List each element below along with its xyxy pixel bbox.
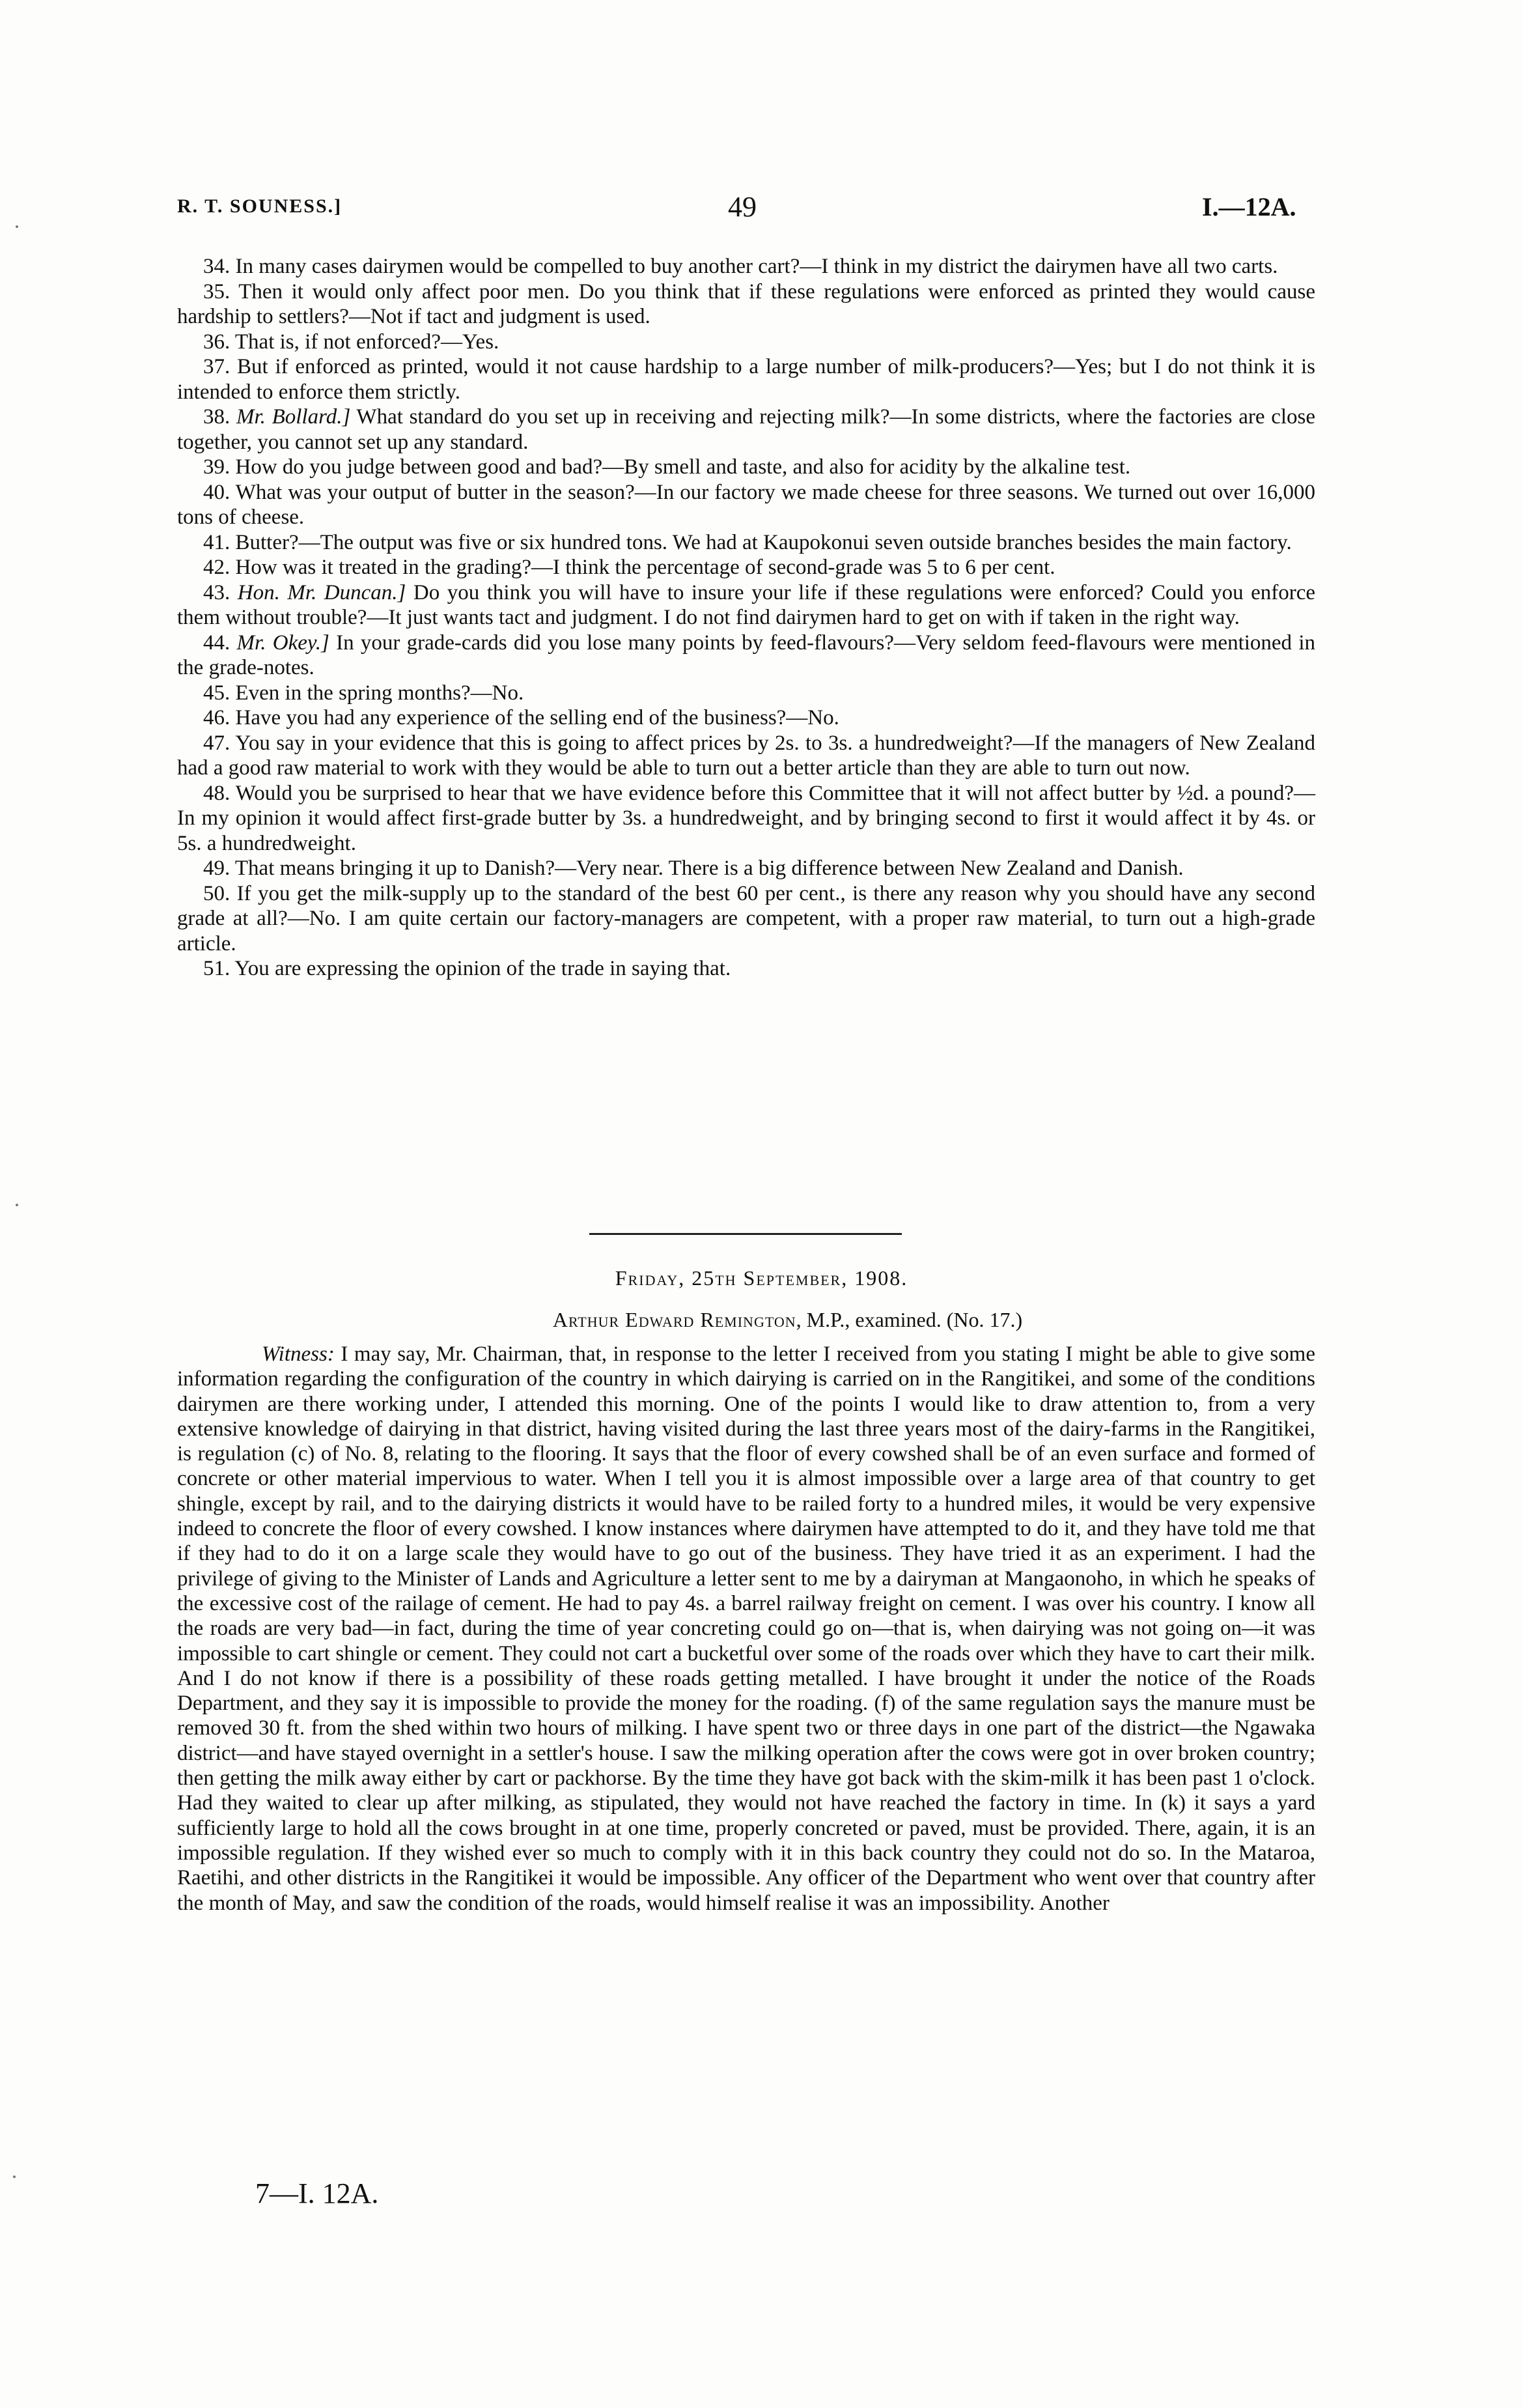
speaker-name: Mr. Bollard.] (236, 405, 351, 429)
testimony-text: I may say, Mr. Chairman, that, in response to the letter I received from you stating I might be able to give some information regarding the configuration of the country in which dairying is carried on in the Rangitikei, and some of the conditions dairymen are there working under, I attended this morning. One of the points I would like to draw attention to, from a very extensive knowledge of dairying in that district, having visited during the last three years most of the dairy-farms in the Rangitikei, is regulation (c) of No. 8, relating to the flooring. It says that the floor of every cowshed shall be of an even surface and formed of concrete or other material impervious to water. When I tell you it is almost impossible over a large area of that country to get shingle, except by rail, and to the dairying districts it would have to be railed forty to a hundred miles, it would be very expensive indeed to concrete the floor of every cowshed. I know instances where dairymen have attempted to do it, and they have told me that if they had to do it on a large scale they would have to go out of the business. They have tried it as an experiment. I had the privilege of giving to the Minister of Lands and Agriculture a letter sent to me by a dairyman at Mangaonoho, in which he speaks of the excessive cost of the railage of cement. He had to pay 4s. a barrel railway freight on cement. I was over his country. I know all the roads are very bad—in fact, during the time of year concreting could go on—that is, when dairying was not going on—it was impossible to cart shingle or cement. They could not cart a bucketful over some of the roads over which they have to cart their milk. And I do not know if there is a possibility of these roads getting metalled. I have brought it under the notice of the Roads Department, and they say it is impossible to provide the money for the roading. (f) of the same regulation says the manure must be removed 30 ft. from the shed within two hours of milking. I have spent two or three days in one part of the district—the Ngawaka district—and have stayed overnight in a settler's house. I saw the milking operation after the cows were got in over broken country; then getting the milk away either by cart or packhorse. By the time they have got back with the skim-milk it has been past 1 o'clock. Had they waited to clear up after milking, as stipulated, they would not have reached the factory in time. In (k) it says a yard sufficiently large to hold all the cows brought in at one time, properly concreted or paved, must be provided. There, again, it is an impossible regulation. If they wished ever so much to comply with it in this back country they could not do so. In the Mataroa, Raetihi, and other districts in the Rangitikei it would be impossible. Any officer of the Department who went over that country after the month of May, and saw the condition of the roads, would himself realise it was an impossibility. Another (177, 1342, 1315, 1915)
scan-speck (13, 2175, 16, 2178)
qa-number: 43. (203, 580, 238, 604)
running-header-witness: R. T. SOUNESS.] (177, 195, 342, 217)
qa-48: 48. Would you be surprised to hear that we have evidence before this Committee that it will not affect butter by ½d. a pound?—In my opinion it would affect first-grade butter by 3s. a hundredweight, and by bringing second to first it would affect it by 4s. or 5s. a hundredweight. (177, 781, 1315, 855)
qa-text: Do you think you will have to insure your life if these regulations were enforced? Could you enforce them without trouble?—It just wants tact and judgment. I do not find dairymen hard to get on with if taken in the right way. (177, 580, 1316, 629)
qa-47: 47. You say in your evidence that this is going to affect prices by 2s. to 3s. a hundredweight?—If the managers of New Zealand had a good raw material to work with they would be able to turn out a better article than they are able to turn out now. (177, 731, 1315, 780)
qa-43 (177, 580, 1315, 630)
question-answer-section (177, 254, 1315, 982)
testimony-lead: Witness: (262, 1342, 335, 1366)
sitting-date-heading: Friday, 25th September, 1908. (615, 1266, 908, 1290)
qa-51: 51. You are expressing the opinion of the trade in saying that. (203, 957, 731, 980)
qa-number: 38. (203, 405, 236, 429)
witness-heading-rest: , M.P., examined. (No. 17.) (796, 1308, 1023, 1331)
qa-41: 41. Butter?—The output was five or six hundred tons. We had at Kaupokonui seven outside branches besides the main factory. (203, 530, 1292, 554)
scan-speck (16, 1204, 18, 1206)
section-divider (589, 1233, 902, 1235)
qa-35: 35. Then it would only affect poor men. Do you think that if these regulations were enforced as printed they would cause hardship to settlers?—Not if tact and judgment is used. (177, 279, 1315, 328)
qa-45: 45. Even in the spring months?—No. (203, 681, 524, 705)
qa-49: 49. That means bringing it up to Danish?—Very near. There is a big difference between New Zealand and Danish. (203, 857, 1184, 880)
qa-44 (177, 630, 1315, 681)
qa-34: 34. In many cases dairymen would be compelled to buy another cart?—I think in my district the dairymen have all two carts. (203, 255, 1278, 278)
speaker-name: Mr. Okey.] (236, 630, 329, 655)
scan-speck (16, 225, 18, 228)
witness-name: Arthur Edward Remington (552, 1308, 796, 1331)
qa-38 (177, 404, 1315, 455)
speaker-name: Hon. Mr. Duncan.] (237, 580, 406, 604)
qa-42: 42. How was it treated in the grading?—I think the percentage of second-grade was 5 to 6 per cent. (203, 556, 1055, 579)
printer-signature-mark: 7—I. 12A. (255, 2177, 379, 2209)
qa-37: 37. But if enforced as printed, would it not cause hardship to a large number of milk-producers?—Yes; but I do not think it is intended to enforce them strictly. (177, 355, 1315, 404)
qa-text: In your grade-cards did you lose many points by feed-flavours?—Very seldom feed-flavours were mentioned in the grade-notes. (177, 630, 1316, 679)
qa-number: 44. (203, 630, 237, 655)
witness-heading (0, 1308, 1523, 1332)
qa-text: What standard do you set up in receiving and rejecting milk?—In some districts, where the factories are close together, you cannot set up any standard. (177, 405, 1316, 454)
qa-36: 36. That is, if not enforced?—Yes. (203, 330, 499, 354)
page-number: 49 (728, 191, 757, 223)
qa-40: 40. What was your output of butter in the season?—In our factory we made cheese for three seasons. We turned out over 16,000 tons of cheese. (177, 480, 1315, 529)
witness-testimony (177, 1342, 1315, 1916)
qa-39: 39. How do you judge between good and bad?—By smell and taste, and also for acidity by the alkaline test. (203, 455, 1131, 479)
qa-50: 50. If you get the milk-supply up to the standard of the best 60 per cent., is there any reason why you should have any second grade at all?—No. I am quite certain our factory-managers are competent, with a proper raw material, to turn out a high-grade article. (177, 881, 1315, 956)
paper-reference: I.—12A. (1202, 192, 1296, 221)
qa-46: 46. Have you had any experience of the selling end of the business?—No. (203, 706, 839, 729)
